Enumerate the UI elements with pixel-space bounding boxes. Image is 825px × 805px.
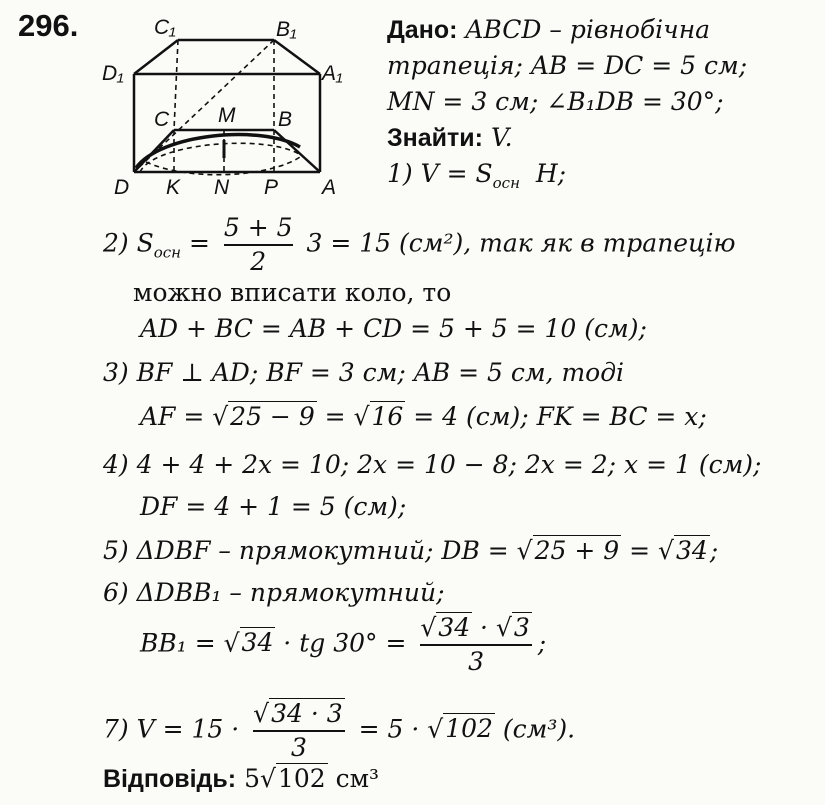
step-6-line-1: 6) ΔDBB₁ – прямокутний;	[103, 578, 445, 607]
label-k: K	[166, 176, 181, 197]
step-6-fraction: $\frac{√34 \cdot √3}{3}$	[420, 613, 530, 676]
step-2-line-2: можно вписати коло, то	[133, 278, 452, 307]
find-label: Знайти:	[387, 124, 483, 152]
answer-label: Відповідь:	[103, 765, 237, 793]
label-n: N	[214, 176, 230, 197]
step-4-line-2: DF = 4 + 1 = 5 (см);	[140, 492, 407, 521]
step-3-line-2: AF = √25 − 9 = √16 = 4 (см); FK = BC = x;	[140, 402, 707, 431]
step-4-line-1: 4) 4 + 4 + 2x = 10; 2x = 10 − 8; 2x = 2; x = 1 (см);	[103, 450, 762, 479]
step-1: 1) $V = S_{осн}$ H;	[387, 159, 567, 192]
step-2-line-3: AD + BC = AB + CD = 5 + 5 = 10 (см);	[140, 314, 647, 343]
label-a1: A₁	[322, 62, 343, 85]
step-2-line-1: 2) $S_{осн}$ = $\frac{5 + 5}{2}$ 3 = 15 (см²), так як в трапецію	[103, 213, 736, 276]
label-c1: C₁	[154, 16, 176, 39]
given-line-1: ABCD – рівнобічна	[465, 15, 711, 44]
step-5: 5) ΔDBF – прямокутний; DB = √25 + 9 = √34;	[103, 536, 719, 565]
prism-diagram	[100, 12, 385, 197]
step-7: 7) V = 15 · $\frac{√34 \cdot 3}{3}$ = 5 · √102 (см³).	[103, 699, 576, 762]
inscribed-circle-arc	[136, 135, 300, 168]
given-line-2: трапеція; AB = DC = 5 см;	[387, 51, 748, 80]
step-3-line-1: 3) BF ⊥ AD; BF = 3 см; AB = 5 см, тоді	[103, 358, 625, 387]
label-a: A	[322, 176, 337, 197]
label-m: M	[218, 104, 236, 127]
step-2-fraction: $\frac{5 + 5}{2}$	[223, 213, 293, 276]
label-c: C	[154, 108, 170, 131]
step-7-fraction: $\frac{√34 \cdot 3}{3}$	[253, 699, 343, 762]
label-b1: B₁	[276, 18, 297, 41]
label-d: D	[114, 176, 130, 197]
find-text: V.	[490, 123, 513, 152]
given-label: Дано:	[387, 16, 458, 44]
given-line-3: MN = 3 см; ∠B₁DB = 30°;	[387, 87, 724, 116]
step-6-line-2: BB₁ = √34 · tg 30° = $\frac{√34 \cdot √3}{3}$ ;	[140, 613, 547, 676]
problem-number: 296.	[18, 8, 79, 43]
label-p: P	[264, 176, 279, 197]
label-b: B	[278, 108, 293, 131]
given-block	[387, 12, 747, 201]
answer-line: Відповідь: 5√102 см³	[103, 764, 380, 793]
label-d1: D₁	[102, 62, 124, 85]
